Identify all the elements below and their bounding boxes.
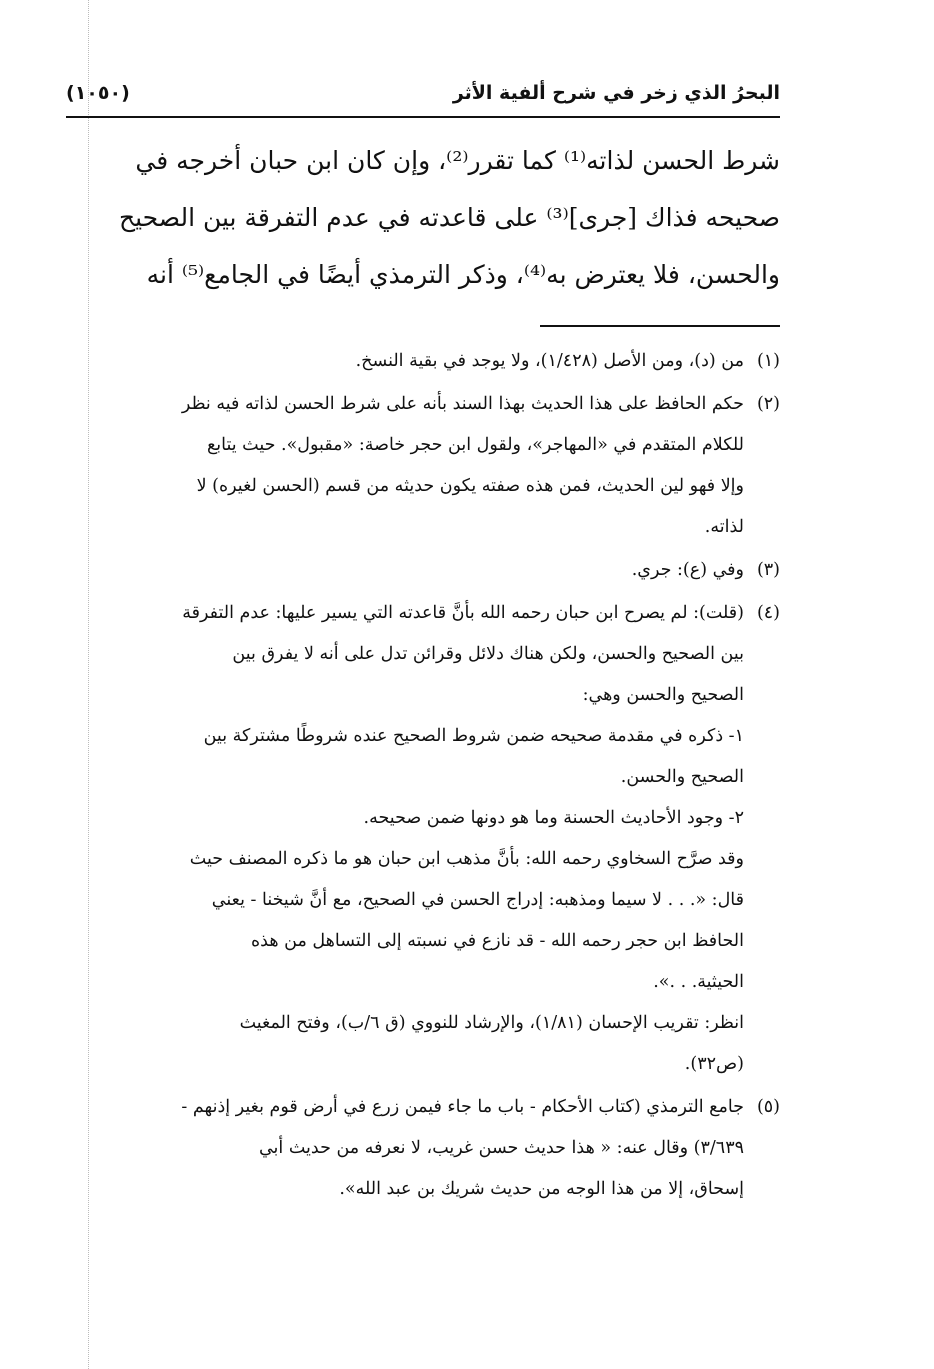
- footnote-line: وفي (ع): جري.: [631, 560, 744, 580]
- running-header: [66, 78, 780, 118]
- footnote-line: بين الصحيح والحسن، ولكن هناك دلائل وقرائن تدل على أنه لا يفرق بين: [232, 644, 744, 664]
- footnote-line: ٢- وجود الأحاديث الحسنة وما هو دونها ضمن صحيحه.: [363, 808, 744, 828]
- footnote-line: لذاته.: [704, 517, 744, 537]
- footnote-4: [66, 593, 780, 1085]
- footnote-number: (٤): [756, 603, 780, 623]
- book-page: [66, 78, 780, 1212]
- footnote-line: جامع الترمذي (كتاب الأحكام - باب ما جاء فيمن زرع في أرض قوم بغير إذنهم -: [181, 1097, 744, 1117]
- footnote-line: وقد صرَّح السخاوي رحمه الله: بأنَّ مذهب ابن حبان هو ما ذكره المصنف حيث: [189, 849, 744, 869]
- footnote-number: (٢): [756, 394, 780, 414]
- main-text-line: والحسن، فلا يعترض به⁽⁴⁾، وذكر الترمذي أيضًا في الجامع⁽⁵⁾ أنه: [146, 260, 780, 289]
- footnote-line: ١- ذكره في مقدمة صحيحه ضمن شروط الصحيح عنده شروطًا مشتركة بين: [203, 726, 744, 746]
- main-text-line: صحيحه فذاك [جرى]⁽³⁾ على قاعدته في عدم التفرقة بين الصحيح: [118, 203, 780, 232]
- footnote-line: الصحيح والحسن وهي:: [582, 685, 744, 705]
- footnote-line: وإلا فهو لين الحديث، فمن هذه صفته يكون حديثه من قسم (الحسن لغيره) لا: [196, 476, 744, 496]
- footnote-3: [66, 550, 780, 591]
- footnote-line: من (د)، ومن الأصل (١/٤٢٨)، ولا يوجد في بقية النسخ.: [355, 351, 744, 371]
- footnote-2: [66, 384, 780, 548]
- footnote-line: (ص٣٢).: [684, 1054, 744, 1074]
- footnote-number: (١): [756, 351, 780, 371]
- page-number: (١٠٥٠): [66, 82, 130, 104]
- main-text-line: شرط الحسن لذاته⁽¹⁾ كما تقرر⁽²⁾، وإن كان ابن حبان أخرجه في: [135, 146, 780, 175]
- footnotes: [66, 341, 780, 1210]
- footnote-1: [66, 341, 780, 382]
- footnote-number: (٥): [756, 1097, 780, 1117]
- book-title: البحرُ الذي زخر في شرح ألفية الأثر: [452, 82, 780, 104]
- footnote-separator: [540, 325, 780, 327]
- footnote-line: حكم الحافظ على هذا الحديث بهذا السند بأنه على شرط الحسن لذاته فيه نظر: [181, 394, 744, 414]
- footnote-line: قال: «. . . لا سيما ومذهبه: إدراج الحسن في الصحيح، مع أنَّ شيخنا - يعني: [211, 890, 744, 910]
- footnote-line: للكلام المتقدم في «المهاجر»، ولقول ابن حجر خاصة: «مقبول». حيث يتابع: [206, 435, 744, 455]
- footnote-line: ٣/٦٣٩) وقال عنه: « هذا حديث حسن غريب، لا نعرفه من حديث أبي: [258, 1138, 744, 1158]
- footnote-number: (٣): [756, 560, 780, 580]
- footnote-line: الحافظ ابن حجر رحمه الله - قد نازع في نسبته إلى التساهل من هذه: [251, 931, 744, 951]
- footnote-line: (قلت): لم يصرح ابن حبان رحمه الله بأنَّ قاعدته التي يسير عليها: عدم التفرقة: [182, 603, 744, 623]
- main-text-body: [66, 132, 780, 303]
- footnote-line: إسحاق، إلا من هذا الوجه من حديث شريك بن عبد الله».: [339, 1179, 744, 1199]
- footnote-line: الصحيح والحسن.: [620, 767, 744, 787]
- footnote-line: الحيثية. . .».: [653, 972, 744, 992]
- footnote-5: [66, 1087, 780, 1210]
- footnote-line: انظر: تقريب الإحسان (١/٨١)، والإرشاد للنووي (ق ٦/ب)، وفتح المغيث: [239, 1013, 744, 1033]
